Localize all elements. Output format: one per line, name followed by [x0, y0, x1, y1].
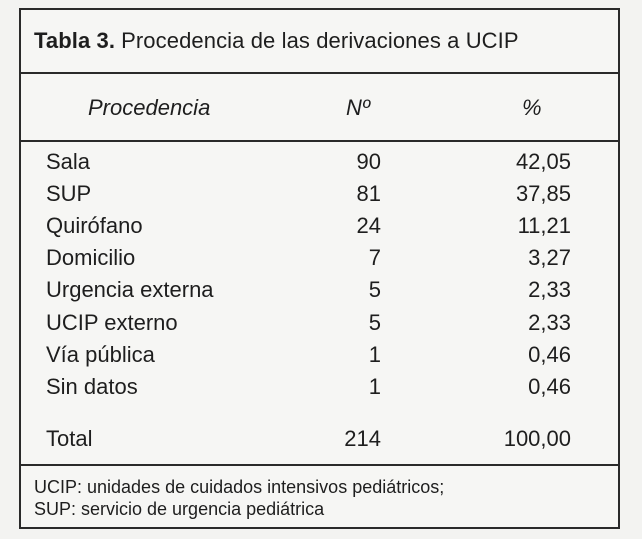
- total-n: 214: [344, 426, 381, 451]
- table-footnote: [21, 464, 618, 527]
- footnote-line: SUP: servicio de urgencia pediátrica: [34, 499, 325, 519]
- cell-n: 81: [356, 181, 381, 206]
- cell-n: 5: [368, 277, 381, 302]
- table-title: [21, 10, 618, 74]
- cell-percent: 2,33: [528, 277, 571, 302]
- cell-percent: 37,85: [515, 181, 571, 206]
- cell-n: 5: [368, 310, 381, 335]
- header-percent: %: [522, 95, 542, 120]
- table-total-row: [21, 426, 618, 458]
- table-title-text: Procedencia de las derivaciones a UCIP: [121, 28, 519, 53]
- total-label: Total: [46, 426, 93, 451]
- cell-percent: 2,33: [528, 310, 571, 335]
- data-table: [19, 8, 620, 529]
- table-row: [21, 245, 618, 277]
- cell-procedencia: Vía pública: [46, 342, 155, 367]
- header-procedencia: Procedencia: [88, 95, 211, 120]
- cell-procedencia: Quirófano: [46, 213, 143, 238]
- cell-procedencia: Sala: [46, 149, 91, 174]
- cell-percent: 0,46: [528, 342, 571, 367]
- cell-procedencia: SUP: [46, 181, 92, 206]
- header-n: Nº: [346, 95, 370, 120]
- cell-n: 7: [368, 245, 381, 270]
- table-row: [21, 277, 618, 309]
- cell-n: 90: [356, 149, 381, 174]
- table-row: [21, 310, 618, 342]
- cell-n: 1: [368, 342, 381, 367]
- cell-n: 1: [368, 374, 381, 399]
- table-header-row: [21, 74, 618, 142]
- cell-procedencia: Domicilio: [46, 245, 136, 270]
- cell-n: 24: [356, 213, 381, 238]
- table-row: [21, 149, 618, 181]
- table-title-label: Tabla 3.: [34, 28, 116, 53]
- table-row: [21, 181, 618, 213]
- cell-procedencia: Sin datos: [46, 374, 138, 399]
- cell-procedencia: UCIP externo: [46, 310, 178, 335]
- cell-percent: 3,27: [528, 245, 571, 270]
- table-row: [21, 213, 618, 245]
- cell-percent: 0,46: [528, 374, 571, 399]
- table-row: [21, 342, 618, 374]
- footnote-line: UCIP: unidades de cuidados intensivos pediátricos;: [34, 477, 445, 497]
- cell-procedencia: Urgencia externa: [46, 277, 214, 302]
- table-row: [21, 374, 618, 406]
- total-percent: 100,00: [503, 426, 571, 451]
- cell-percent: 11,21: [517, 213, 571, 238]
- cell-percent: 42,05: [515, 149, 571, 174]
